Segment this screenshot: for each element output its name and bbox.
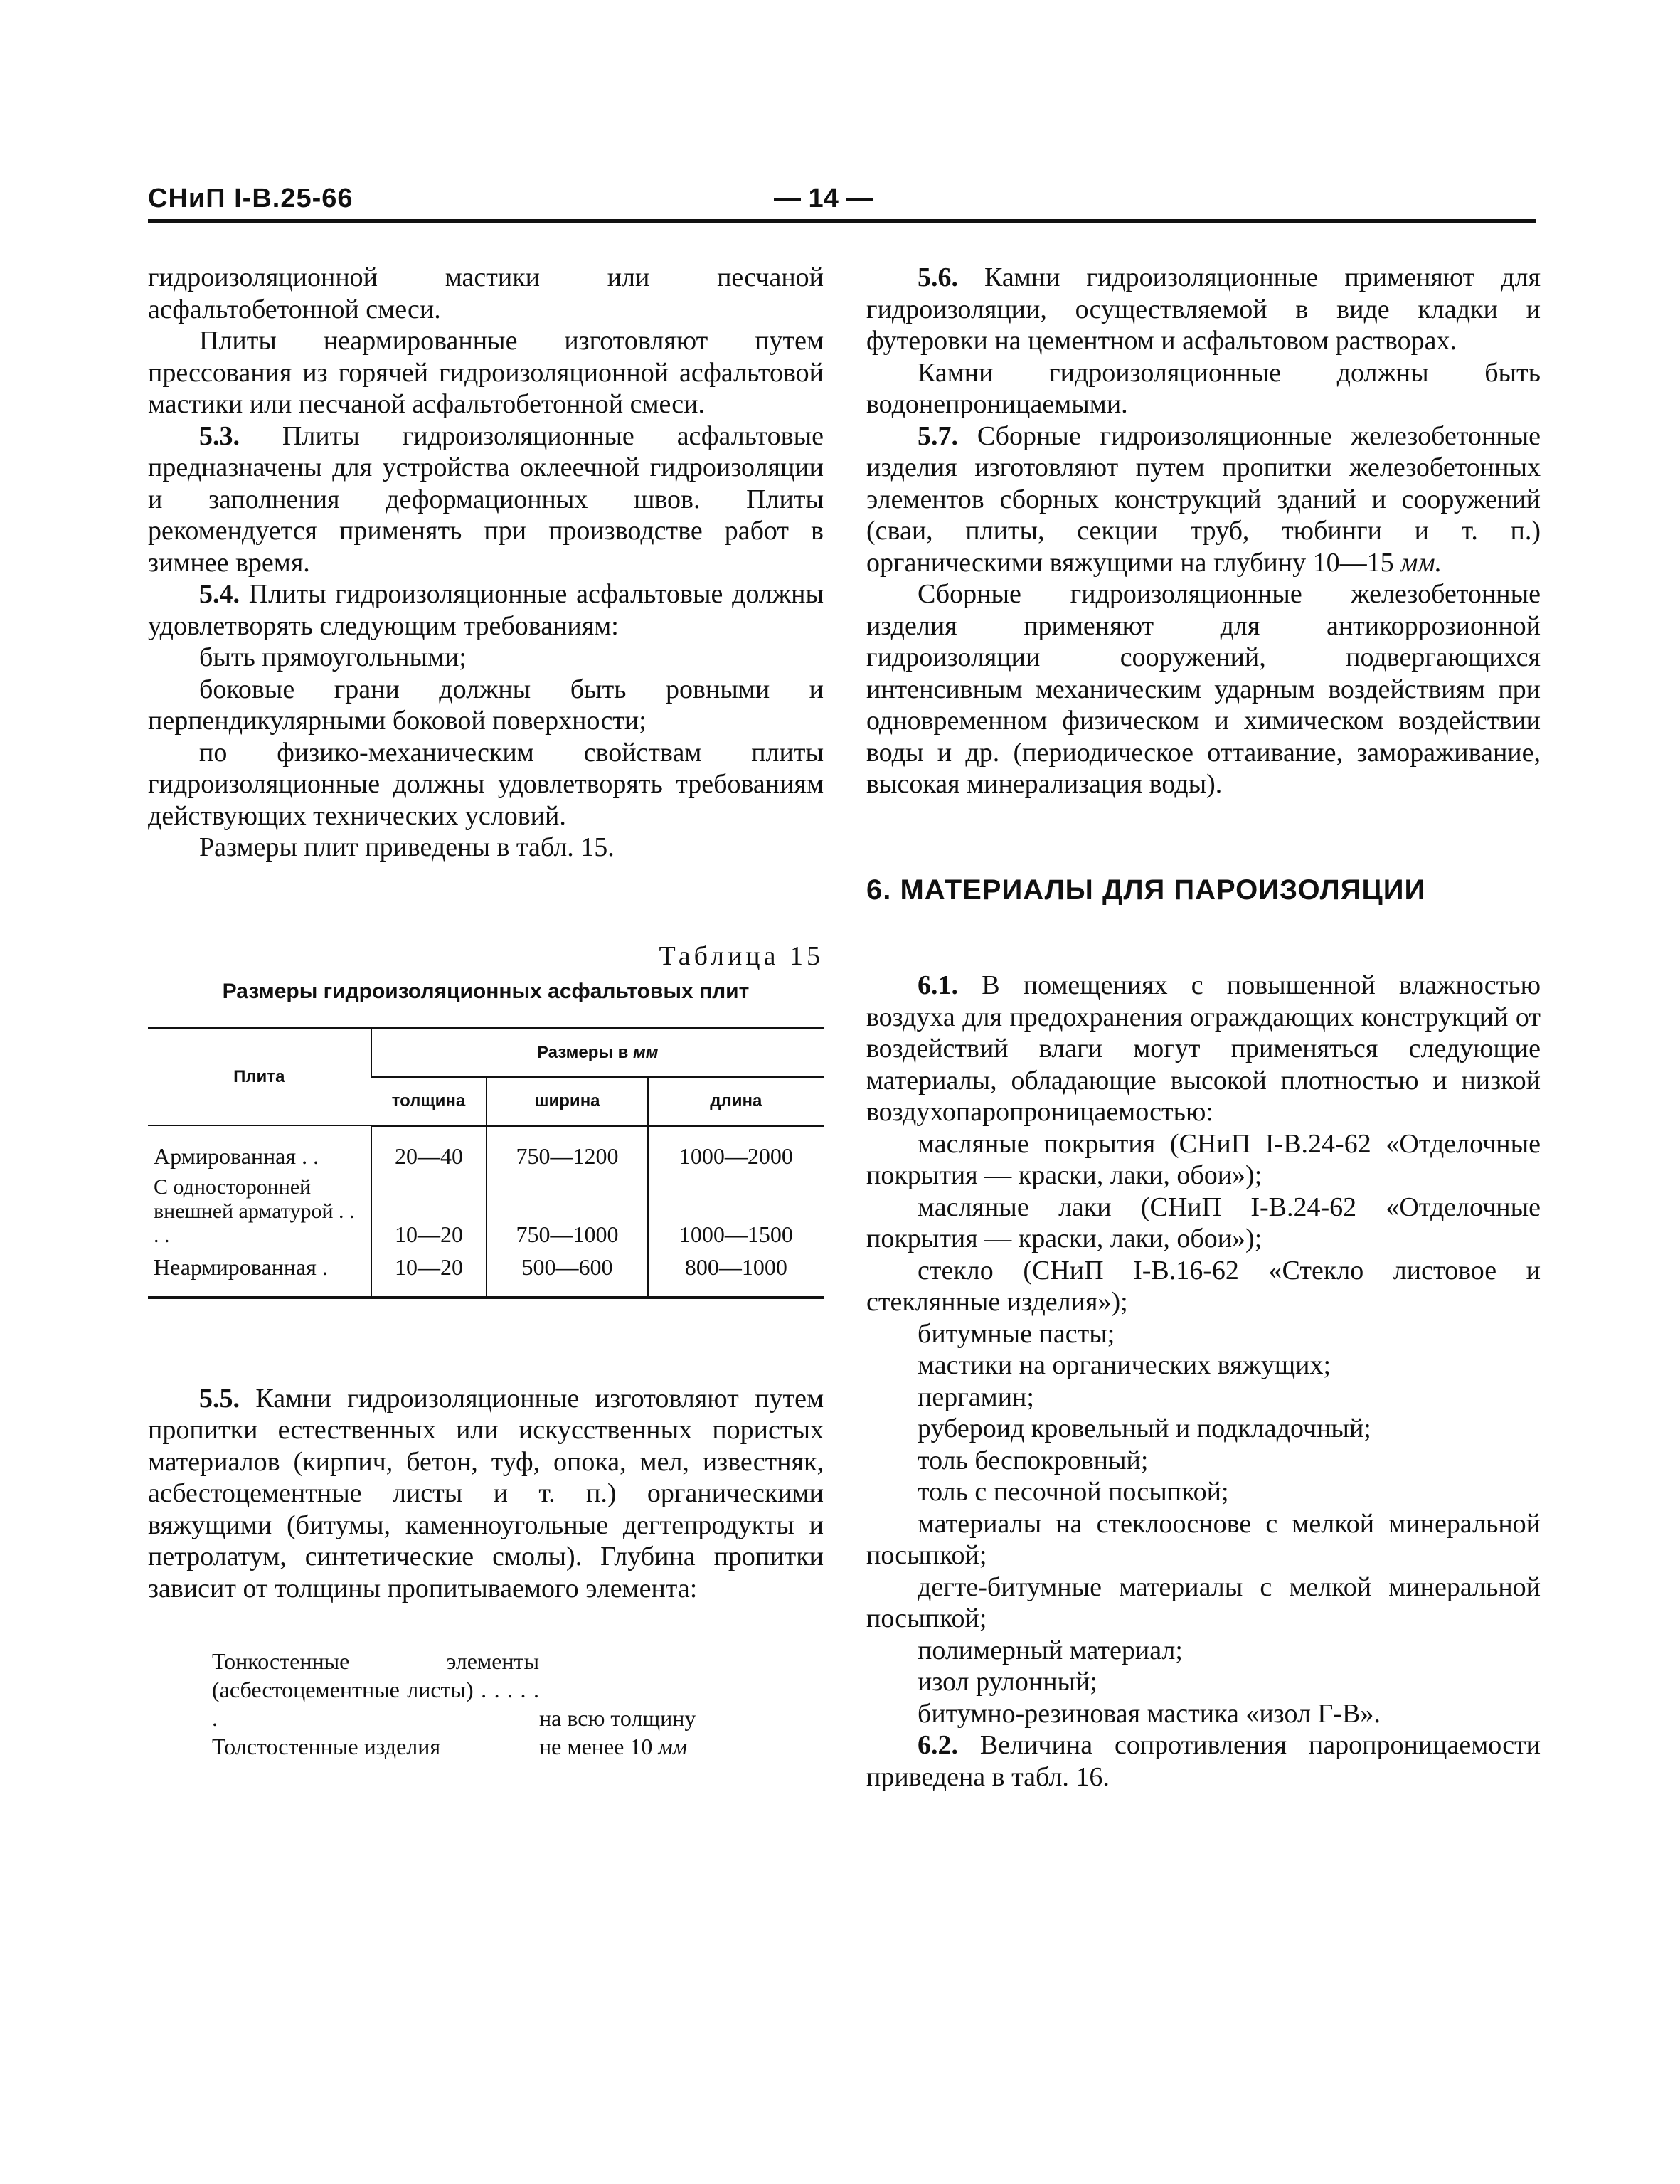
clause-5-6 [866, 262, 1541, 357]
cell-width: 500—600 [487, 1251, 647, 1298]
clause-5-4 [148, 578, 824, 642]
col-length-header: длина [648, 1077, 824, 1126]
clause-6-2 [866, 1729, 1541, 1793]
section-6-title: 6. МАТЕРИАЛЫ ДЛЯ ПАРОИЗОЛЯЦИИ [866, 874, 1426, 906]
clause-number: 5.7. [918, 420, 958, 451]
paragraph-precast-products: Сборные гидроизоляционные железобетонные изделия применяют для антикоррозионной гидроизоляции сооружений, подвергающихся интенсивным механическим ударным воздействиям при одновременном физическом и химическом воздействии воды и др. (периодическое оттаивание, замораживание, высокая минерализация воды). [866, 579, 1541, 799]
impregnation-row [212, 1732, 824, 1761]
sizes-label: Размеры в [536, 1042, 629, 1062]
cell-plate: С односторонней внешней арматурой . . . . [154, 1175, 355, 1247]
element-type: Толстостенные изделия [212, 1734, 441, 1759]
clause-5-5 [148, 1383, 824, 1605]
unit-mm: мм. [1400, 547, 1442, 578]
material-item: материалы на стеклооснове с мелкой минеральной посыпкой; [866, 1508, 1541, 1570]
document-code: СНиП I-B.25-66 [148, 184, 353, 213]
material-item: битумно-резиновая мастика «изол Г-В». [918, 1698, 1381, 1729]
page-header [148, 184, 1536, 228]
material-item: полимерный материал; [918, 1635, 1183, 1665]
clause-text: Сборные гидроизоляционные железобетонные изделия изготовляют путем пропитки железобетонных элементов сборных конструкций зданий и сооружений (сваи, плиты, секции труб, тюбинги и т. п.) органическими вяжущими на глубину 10—15 [866, 420, 1541, 578]
clause-number: 6.1. [918, 970, 958, 1000]
table-15 [148, 1027, 824, 1299]
table-15-label: Таблица 15 [659, 940, 824, 971]
clause-text: Плиты гидроизоляционные асфальтовые предназначены для устройства оклеечной гидроизоляции и заполнения деформационных швов. Плиты рекомендуется применять при производстве работ в зимнее время. [148, 420, 824, 578]
col-width-header: ширина [487, 1077, 647, 1126]
material-item: битумные пасты; [918, 1318, 1115, 1349]
requirement-item: боковые грани должны быть ровными и перпендикулярными боковой поверхности; [148, 674, 824, 736]
requirement-item: по физико-механическим свойствам плиты гидроизоляционные должны удовлетворять требованиям действующих технических условий. [148, 737, 824, 831]
clause-6-1 [866, 970, 1541, 1128]
right-column [866, 262, 1541, 1793]
col-sizes-header [371, 1028, 824, 1077]
clause-text: Величина сопротивления паропроницаемости приведена в табл. 16. [866, 1730, 1541, 1792]
cell-length: 800—1000 [648, 1251, 824, 1298]
depth-unit: мм [658, 1734, 688, 1759]
table-row [148, 1251, 824, 1298]
cell-thickness: 20—40 [371, 1125, 487, 1172]
clause-number: 5.5. [199, 1383, 240, 1414]
clause-number: 5.4. [199, 579, 240, 609]
col-thickness-header: толщина [371, 1077, 487, 1126]
material-item: дегте-битумные материалы с мелкой минеральной посыпкой; [866, 1571, 1541, 1633]
impregnation-depth [539, 1732, 687, 1761]
impregnation-depth: на всю толщину [539, 1705, 696, 1731]
clause-text: Плиты гидроизоляционные асфальтовые должны удовлетворять следующим требованиям: [148, 579, 824, 641]
cell-thickness: 10—20 [371, 1251, 487, 1298]
impregnation-depth-list [148, 1647, 824, 1761]
clause-text: Камни гидроизоляционные изготовляют путем пропитки естественных или искусственных пористых материалов (кирпич, бетон, туф, опока, мел, известняк, асбестоцементные листы и т. п.) органическими вяжущими (битумы, каменноугольные дегтепродукты и петролатум, синтетические смолы). Глубина пропитки зависит от толщины пропитываемого элемента: [148, 1383, 824, 1603]
clause-number: 5.3. [199, 420, 240, 451]
impregnation-row [212, 1647, 824, 1732]
cell-plate: Неармированная . [154, 1253, 328, 1280]
clause-number: 6.2. [918, 1730, 958, 1760]
sizes-unit: мм [633, 1042, 659, 1062]
table-reference: Размеры плит приведены в табл. 15. [199, 832, 615, 862]
material-item: пергамин; [918, 1382, 1034, 1412]
cell-length: 1000—2000 [648, 1125, 824, 1172]
clause-text: В помещениях с повышенной влажностью воздуха для предохранения ограждающих конструкций от воздействий влаги могут применяться следующие материалы, обладающие высокой плотностью и низкой воздухопаропроницаемостью: [866, 970, 1541, 1127]
clause-number: 5.6. [918, 263, 958, 292]
table-15-title: Размеры гидроизоляционных асфальтовых плит [222, 980, 750, 1003]
material-item: толь беспокровный; [918, 1445, 1149, 1475]
col-plate-header: Плита [148, 1028, 371, 1126]
cell-plate: Армированная . . [154, 1143, 319, 1169]
left-column [148, 262, 824, 1761]
material-item: толь с песочной посыпкой; [918, 1477, 1229, 1507]
table-row [148, 1172, 824, 1251]
material-item: масляные покрытия (СНиП I-B.24-62 «Отделочные покрытия — краски, лаки, обои»); [866, 1128, 1541, 1190]
material-item: изол рулонный; [918, 1667, 1097, 1697]
clause-5-7 [866, 420, 1541, 579]
table-row [148, 1125, 824, 1172]
page-number: — 14 — [774, 184, 873, 213]
paragraph-waterproof: Камни гидроизоляционные должны быть водонепроницаемыми. [866, 357, 1541, 419]
cell-width: 750—1200 [487, 1125, 647, 1172]
cell-width: 750—1000 [487, 1172, 647, 1251]
header-rule [148, 219, 1536, 223]
element-type: Тонкостенные элементы (асбестоцементные листы) . . . . . . [212, 1648, 539, 1731]
depth-value: не менее 10 [539, 1734, 653, 1759]
material-item: рубероид кровельный и подкладочный; [918, 1414, 1371, 1443]
requirement-item: быть прямоугольными; [199, 642, 467, 672]
material-item: стекло (СНиП I-B.16-62 «Стекло листовое и стеклянные изделия»); [866, 1255, 1541, 1317]
clause-text: Камни гидроизоляционные применяют для гидроизоляции, осуществляемой в виде кладки и футеровки на цементном и асфальтовом растворах. [866, 263, 1541, 356]
paragraph-continuation: гидроизоляционной мастики или песчаной асфальтобетонной смеси. [148, 263, 824, 324]
material-item: мастики на органических вяжущих; [918, 1350, 1331, 1380]
paragraph-unreinforced-plates: Плиты неармированные изготовляют путем прессования из горячей гидроизоляционной асфальтовой мастики или песчаной асфальтобетонной смеси. [148, 326, 824, 419]
cell-thickness: 10—20 [371, 1172, 487, 1251]
clause-5-3 [148, 420, 824, 579]
cell-length: 1000—1500 [648, 1172, 824, 1251]
material-item: масляные лаки (СНиП I-B.24-62 «Отделочные покрытия — краски, лаки, обои»); [866, 1192, 1541, 1253]
